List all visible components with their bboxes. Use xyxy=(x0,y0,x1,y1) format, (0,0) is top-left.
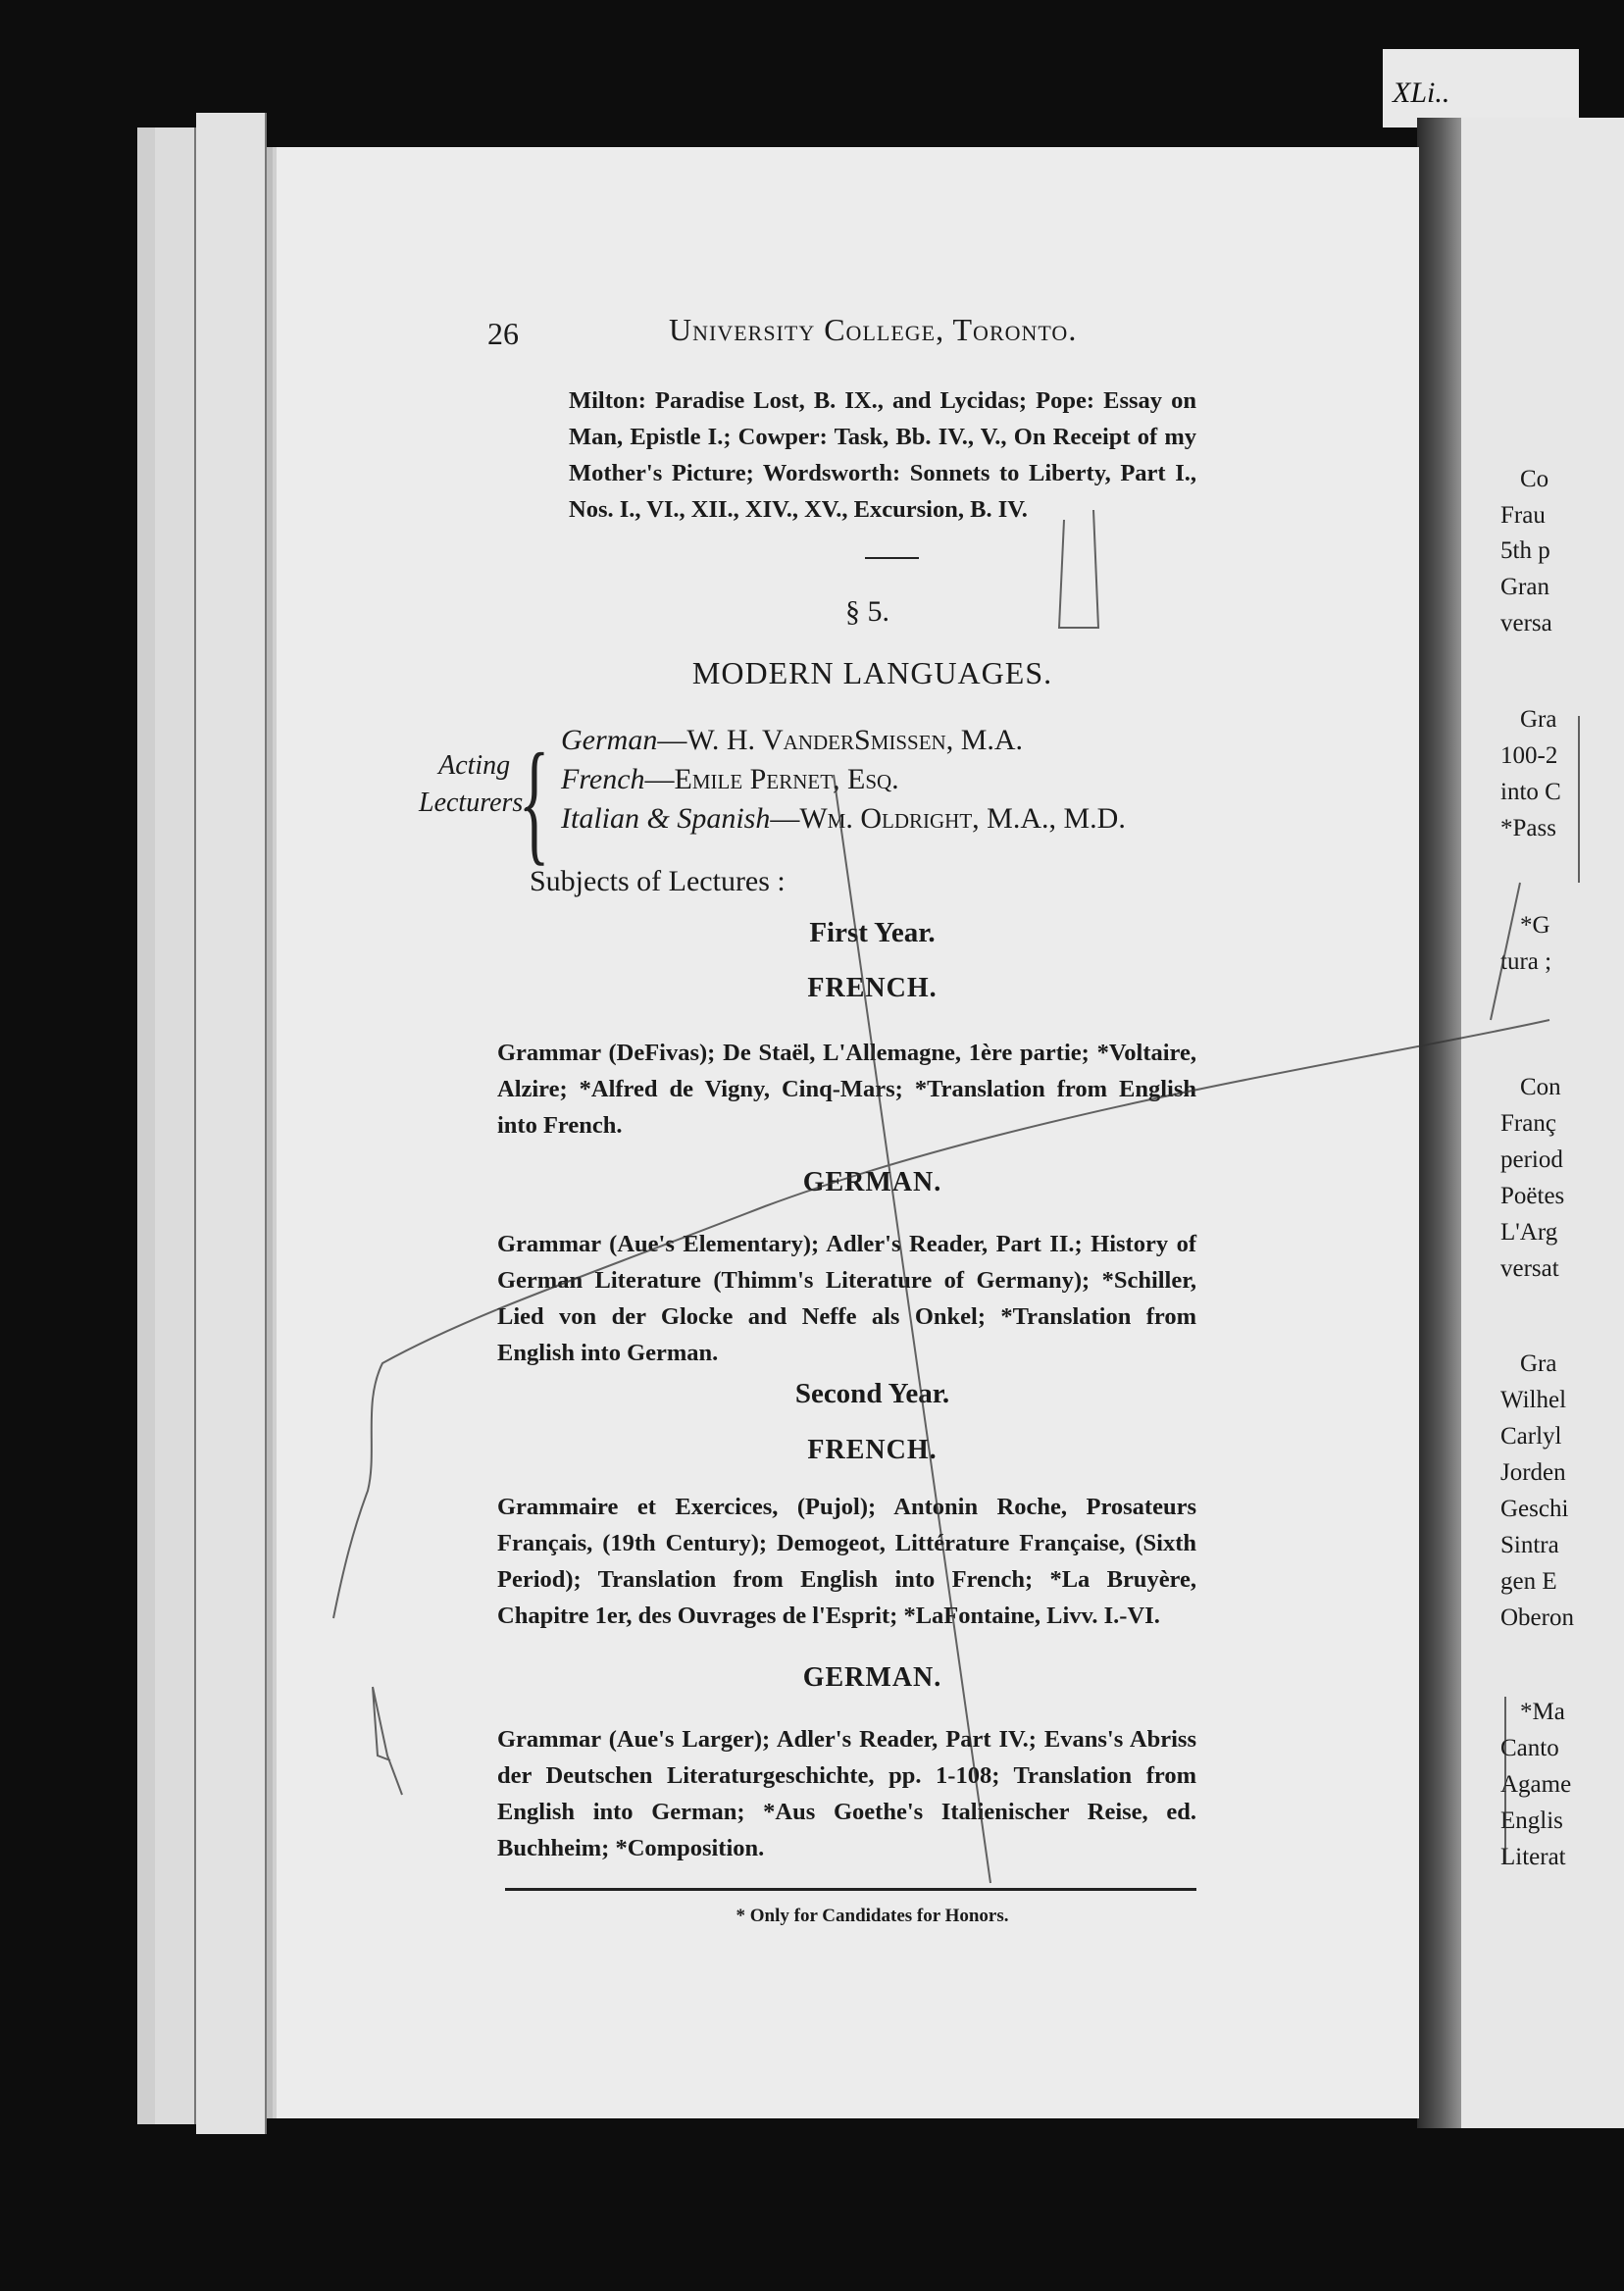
pencil-stroke xyxy=(834,775,990,1883)
first-year-german-text: Grammar (Aue's Elementary); Adler's Reader, Part II.; History of German Literature (Thimm's Literature of Germany); *Schiller, Lied von der Glocke and Neffe als Onkel; *Translation from English into German. xyxy=(497,1231,1196,1366)
adjacent-fragment: Englis xyxy=(1500,1807,1563,1834)
adjacent-fragment: tura ; xyxy=(1500,948,1552,975)
adjacent-fragment: Canto xyxy=(1500,1735,1559,1761)
first-year-heading: First Year. xyxy=(809,917,936,948)
section-number: § 5. xyxy=(845,595,889,628)
adjacent-fragment: Sintra xyxy=(1500,1532,1559,1558)
adjacent-fragment: Wilhel xyxy=(1500,1387,1567,1413)
adjacent-fragment: Carlyl xyxy=(1500,1423,1562,1450)
first-year-german-heading: GERMAN. xyxy=(802,1167,942,1197)
first-year-french-heading: FRENCH. xyxy=(807,973,938,1003)
intro-paragraph: Milton: Paradise Lost, B. IX., and Lycidas; Pope: Essay on Man, Epistle I.; Cowper: Task, Bb. IV., V., On Receipt of my Mother's Picture; Wordsworth: Sonnets to Liberty, Part I., Nos. I., VI., XII., XIV., XV., Excursion, B. IV. xyxy=(569,387,1196,523)
adjacent-fragment: Franç xyxy=(1500,1110,1556,1137)
pencil-stroke xyxy=(1491,883,1520,1020)
adjacent-fragment: period xyxy=(1500,1146,1563,1173)
second-year-french-heading: FRENCH. xyxy=(807,1435,938,1465)
adjacent-fragment: Frau xyxy=(1500,502,1546,529)
adjacent-fragment: L'Arg xyxy=(1500,1219,1558,1246)
adjacent-fragment: into C xyxy=(1500,779,1561,805)
lecturers-label-line2: Lecturers. xyxy=(419,788,531,818)
adjacent-fragment: *G xyxy=(1520,912,1550,939)
adjacent-fragment: Geschi xyxy=(1500,1496,1569,1522)
adjacent-fragment: Oberon xyxy=(1500,1604,1574,1631)
lecturers-label-line1: Acting xyxy=(438,750,511,781)
adjacent-fragment: versa xyxy=(1500,610,1552,636)
lecturer-language: German xyxy=(561,724,658,756)
adjacent-fragment: Literat xyxy=(1500,1844,1566,1870)
lecturer-entry: French—Emile Pernet, Esq. xyxy=(561,763,899,795)
lecturer-name: W. H. VanderSmissen, M.A. xyxy=(686,724,1024,756)
section-title: MODERN LANGUAGES. xyxy=(691,655,1053,690)
lecturer-entry: German—W. H. VanderSmissen, M.A. xyxy=(561,724,1024,756)
lecturer-entry: Italian & Spanish—Wm. Oldright, M.A., M.D. xyxy=(561,802,1126,835)
pencil-stroke xyxy=(1059,510,1098,628)
adjacent-fragment: Gra xyxy=(1520,706,1557,733)
adjacent-fragment: Agame xyxy=(1500,1771,1572,1798)
second-year-german-heading: GERMAN. xyxy=(802,1662,942,1693)
lecturer-name: Emile Pernet, Esq. xyxy=(674,763,899,795)
second-year-german-text: Grammar (Aue's Larger); Adler's Reader, Part IV.; Evans's Abriss der Deutschen Literaturgeschichte, pp. 1-108; Translation from English into German; *Aus Goethe's Italienischer Reise, ed. Buchheim; *Composition. xyxy=(497,1726,1196,1861)
adjacent-fragment: *Ma xyxy=(1520,1699,1565,1725)
lecturer-language: French xyxy=(561,763,645,795)
running-title: University College, Toronto. xyxy=(669,312,1078,347)
subjects-heading: Subjects of Lectures : xyxy=(530,865,786,897)
pencil-stroke xyxy=(333,1020,1549,1618)
footnote: * Only for Candidates for Honors. xyxy=(736,1906,1009,1926)
page-number: 26 xyxy=(487,316,519,351)
adjacent-fragment: Co xyxy=(1520,466,1549,492)
adjacent-fragment: Con xyxy=(1520,1074,1561,1100)
adjacent-fragment: gen E xyxy=(1500,1568,1557,1595)
lecturer-language: Italian & Spanish xyxy=(561,802,771,835)
adjacent-fragment: 5th p xyxy=(1500,537,1550,564)
adjacent-fragment: Jorden xyxy=(1500,1459,1566,1486)
adjacent-fragment: Poëtes xyxy=(1500,1183,1565,1209)
adjacent-fragment: Gra xyxy=(1520,1350,1557,1377)
second-year-french-text: Grammaire et Exercices, (Pujol); Antonin Roche, Prosateurs Français, (19th Century); Demogeot, Littérature Française, (Sixth Period); Translation from English into French; *La Bruyère, Chapitre 1er, des Ouvrages de l'Esprit; *LaFontaine, Livv. I.-VI. xyxy=(497,1494,1196,1629)
adjacent-fragment: 100-2 xyxy=(1500,742,1558,769)
brace-glyph: { xyxy=(520,726,550,878)
second-year-heading: Second Year. xyxy=(794,1378,950,1409)
adjacent-fragment: *Pass xyxy=(1500,815,1556,841)
tab-handwriting: XLi.. xyxy=(1393,76,1450,109)
adjacent-fragment: versat xyxy=(1500,1255,1559,1282)
adjacent-fragment: Gran xyxy=(1500,574,1549,600)
first-year-french-text: Grammar (DeFivas); De Staël, L'Allemagne, 1ère partie; *Voltaire, Alzire; *Alfred de Vigny, Cinq-Mars; *Translation from English into French. xyxy=(497,1040,1196,1139)
lecturer-name: Wm. Oldright, M.A., M.D. xyxy=(799,802,1126,835)
pencil-stroke xyxy=(373,1687,402,1795)
